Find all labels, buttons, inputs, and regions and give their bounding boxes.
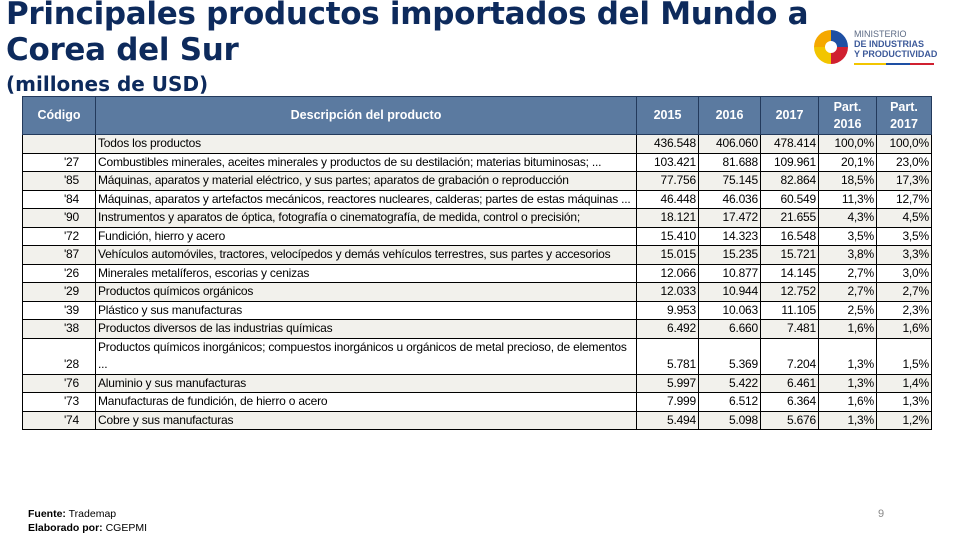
cell-description: Instrumentos y aparatos de óptica, fotografía o cinematografía, de medida, control o precisión; [96, 209, 637, 228]
cell-part-2016: 1,3% [819, 374, 877, 393]
table-row [23, 227, 932, 246]
cell-2016: 10.944 [699, 283, 761, 302]
cell-2016: 406.060 [699, 135, 761, 154]
table-header-row [23, 97, 932, 135]
cell-part-2017: 3,5% [877, 227, 932, 246]
cell-code: '72 [23, 227, 96, 246]
cell-2016: 81.688 [699, 153, 761, 172]
cell-part-2017: 2,3% [877, 301, 932, 320]
logo-line-3: Y PRODUCTIVIDAD [854, 49, 938, 59]
cell-2017: 6.364 [761, 393, 819, 412]
cell-2016: 46.036 [699, 190, 761, 209]
cell-description: Productos diversos de las industrias químicas [96, 320, 637, 339]
cell-description: Vehículos automóviles, tractores, velocípedos y demás vehículos terrestres, sus partes y accesorios [96, 246, 637, 265]
cell-description: Máquinas, aparatos y artefactos mecánicos, reactores nucleares, calderas; partes de estas máquinas ... [96, 190, 637, 209]
cell-2015: 7.999 [637, 393, 699, 412]
cell-2016: 14.323 [699, 227, 761, 246]
col-header-part-2017: Part. 2017 [877, 97, 932, 135]
col-header-2016: 2016 [699, 97, 761, 135]
cell-part-2016: 3,5% [819, 227, 877, 246]
title-line-1: Principales productos importados del Mundo a [6, 0, 809, 32]
cell-description: Productos químicos inorgánicos; compuestos inorgánicos u orgánicos de metal precioso, de elementos ... [96, 338, 637, 374]
imports-table [22, 96, 932, 430]
cell-2016: 5.098 [699, 411, 761, 430]
table-row [23, 320, 932, 339]
cell-2017: 14.145 [761, 264, 819, 283]
cell-2016: 6.512 [699, 393, 761, 412]
cell-part-2016: 11,3% [819, 190, 877, 209]
cell-part-2016: 1,3% [819, 411, 877, 430]
table-row [23, 135, 932, 154]
cell-2017: 109.961 [761, 153, 819, 172]
table-row [23, 264, 932, 283]
cell-2015: 46.448 [637, 190, 699, 209]
cell-part-2017: 1,6% [877, 320, 932, 339]
cell-part-2016: 3,8% [819, 246, 877, 265]
cell-2016: 17.472 [699, 209, 761, 228]
cell-description: Productos químicos orgánicos [96, 283, 637, 302]
cell-2016: 10.063 [699, 301, 761, 320]
cell-code: '28 [23, 338, 96, 374]
cell-part-2016: 18,5% [819, 172, 877, 191]
cell-2017: 12.752 [761, 283, 819, 302]
cell-part-2016: 2,7% [819, 264, 877, 283]
cell-description: Fundición, hierro y acero [96, 227, 637, 246]
source-value: Trademap [68, 508, 117, 520]
cell-code: '26 [23, 264, 96, 283]
col-header-2015: 2015 [637, 97, 699, 135]
cell-2017: 21.655 [761, 209, 819, 228]
cell-2015: 12.066 [637, 264, 699, 283]
author-label: Elaborado por: [28, 522, 103, 534]
cell-2015: 5.997 [637, 374, 699, 393]
table-row [23, 338, 932, 374]
cell-2015: 12.033 [637, 283, 699, 302]
cell-code: '73 [23, 393, 96, 412]
table-row [23, 190, 932, 209]
cell-code: '38 [23, 320, 96, 339]
cell-part-2016: 20,1% [819, 153, 877, 172]
page-number: 9 [878, 508, 885, 520]
cell-part-2016: 1,6% [819, 320, 877, 339]
cell-2016: 5.369 [699, 338, 761, 374]
cell-2017: 6.461 [761, 374, 819, 393]
logo-line-1: MINISTERIO [854, 29, 907, 39]
table-row [23, 246, 932, 265]
table-row [23, 283, 932, 302]
table-row [23, 172, 932, 191]
cell-2017: 478.414 [761, 135, 819, 154]
author-note [28, 521, 147, 535]
cell-part-2016: 1,3% [819, 338, 877, 374]
ministry-logo [812, 26, 952, 70]
cell-2016: 6.660 [699, 320, 761, 339]
cell-description: Todos los productos [96, 135, 637, 154]
cell-code: '74 [23, 411, 96, 430]
cell-part-2016: 100,0% [819, 135, 877, 154]
cell-part-2017: 1,2% [877, 411, 932, 430]
cell-2015: 436.548 [637, 135, 699, 154]
cell-part-2016: 2,7% [819, 283, 877, 302]
cell-2016: 5.422 [699, 374, 761, 393]
cell-part-2017: 100,0% [877, 135, 932, 154]
sun-emblem-icon [812, 28, 850, 66]
cell-2017: 11.105 [761, 301, 819, 320]
cell-part-2016: 4,3% [819, 209, 877, 228]
cell-part-2017: 3,3% [877, 246, 932, 265]
table-body [23, 135, 932, 430]
col-header-part-2016: Part. 2016 [819, 97, 877, 135]
cell-part-2017: 1,5% [877, 338, 932, 374]
cell-part-2017: 1,3% [877, 393, 932, 412]
cell-part-2017: 17,3% [877, 172, 932, 191]
cell-2015: 6.492 [637, 320, 699, 339]
cell-part-2017: 12,7% [877, 190, 932, 209]
author-value: CGEPMI [105, 522, 148, 534]
cell-code: '90 [23, 209, 96, 228]
page-title [6, 0, 808, 68]
logo-line-2: DE INDUSTRIAS [854, 39, 925, 49]
cell-description: Combustibles minerales, aceites minerales y productos de su destilación; materias bituminosas; ... [96, 153, 637, 172]
cell-description: Máquinas, aparatos y material eléctrico, y sus partes; aparatos de grabación o reproducción [96, 172, 637, 191]
cell-code: '76 [23, 374, 96, 393]
cell-2017: 16.548 [761, 227, 819, 246]
col-header-2017: 2017 [761, 97, 819, 135]
cell-code: '85 [23, 172, 96, 191]
table-row [23, 153, 932, 172]
source-label: Fuente: [28, 508, 66, 520]
cell-2015: 5.781 [637, 338, 699, 374]
cell-part-2017: 2,7% [877, 283, 932, 302]
table-row [23, 411, 932, 430]
cell-description: Cobre y sus manufacturas [96, 411, 637, 430]
cell-part-2017: 3,0% [877, 264, 932, 283]
cell-description: Manufacturas de fundición, de hierro o acero [96, 393, 637, 412]
cell-2017: 15.721 [761, 246, 819, 265]
cell-part-2017: 23,0% [877, 153, 932, 172]
cell-code: '87 [23, 246, 96, 265]
title-line-2: Corea del Sur [6, 32, 239, 68]
cell-2017: 7.481 [761, 320, 819, 339]
footer-notes [28, 507, 147, 535]
cell-2017: 60.549 [761, 190, 819, 209]
cell-2017: 82.864 [761, 172, 819, 191]
flag-stripe [854, 63, 934, 65]
cell-2015: 103.421 [637, 153, 699, 172]
cell-part-2017: 4,5% [877, 209, 932, 228]
cell-2016: 10.877 [699, 264, 761, 283]
cell-part-2016: 2,5% [819, 301, 877, 320]
cell-2015: 77.756 [637, 172, 699, 191]
table-row [23, 209, 932, 228]
table-row [23, 301, 932, 320]
page-subtitle: (millones de USD) [6, 72, 209, 96]
cell-2017: 5.676 [761, 411, 819, 430]
col-header-code: Código [23, 97, 96, 135]
cell-part-2016: 1,6% [819, 393, 877, 412]
source-note [28, 507, 147, 521]
cell-2016: 75.145 [699, 172, 761, 191]
cell-description: Plástico y sus manufacturas [96, 301, 637, 320]
cell-2015: 18.121 [637, 209, 699, 228]
cell-2015: 15.015 [637, 246, 699, 265]
ministry-name [854, 29, 937, 59]
col-header-description: Descripción del producto [96, 97, 637, 135]
cell-code: '29 [23, 283, 96, 302]
cell-2015: 5.494 [637, 411, 699, 430]
cell-code [23, 135, 96, 154]
cell-2015: 9.953 [637, 301, 699, 320]
cell-2015: 15.410 [637, 227, 699, 246]
cell-code: '39 [23, 301, 96, 320]
cell-code: '27 [23, 153, 96, 172]
cell-description: Minerales metalíferos, escorias y cenizas [96, 264, 637, 283]
cell-part-2017: 1,4% [877, 374, 932, 393]
cell-code: '84 [23, 190, 96, 209]
cell-2016: 15.235 [699, 246, 761, 265]
table-row [23, 374, 932, 393]
cell-description: Aluminio y sus manufacturas [96, 374, 637, 393]
cell-2017: 7.204 [761, 338, 819, 374]
table-row [23, 393, 932, 412]
